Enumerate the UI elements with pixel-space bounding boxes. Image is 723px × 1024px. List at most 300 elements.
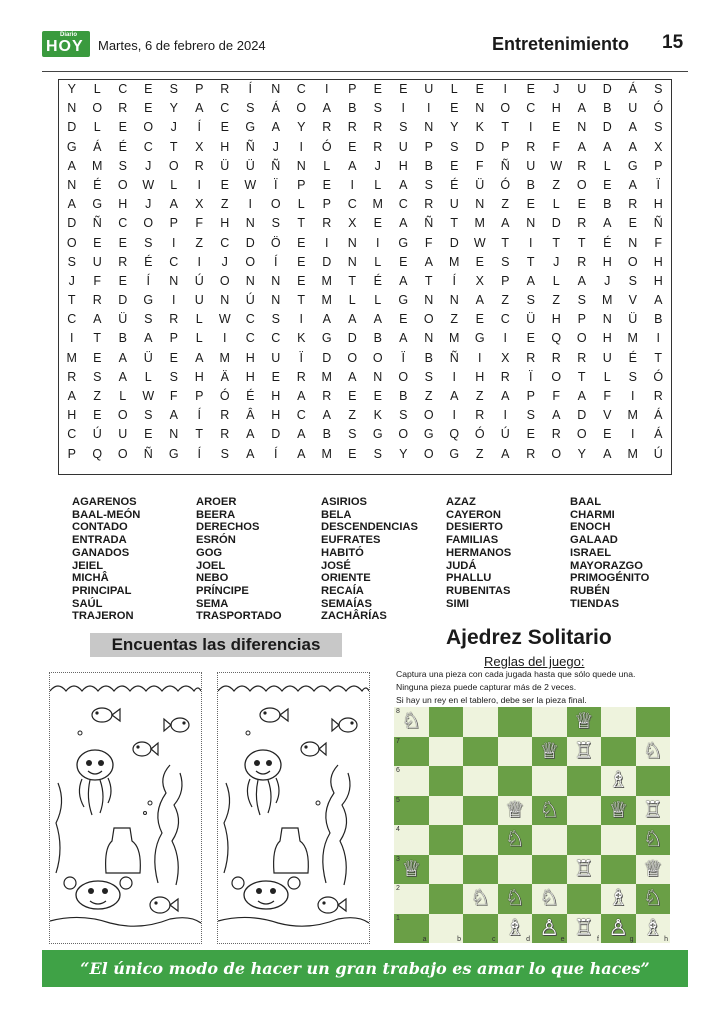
chess-piece-icon[interactable]: ♘ xyxy=(642,827,663,852)
grid-letter: D xyxy=(67,120,77,135)
word-list-item: JOSÉ xyxy=(321,559,351,572)
board-square[interactable] xyxy=(567,707,602,737)
grid-letter: X xyxy=(654,139,663,154)
board-square[interactable] xyxy=(463,914,498,944)
board-square[interactable] xyxy=(601,766,636,796)
grid-letter: H xyxy=(475,369,485,384)
board-square[interactable] xyxy=(463,796,498,826)
grid-letter: T xyxy=(577,235,586,250)
grid-letter: O xyxy=(92,101,103,116)
logo-text: HOY xyxy=(46,38,84,55)
board-square[interactable] xyxy=(532,825,567,855)
chess-piece-icon[interactable]: ♘ xyxy=(504,886,525,911)
grid-letter: M xyxy=(321,273,332,288)
chess-piece-icon[interactable]: ♘ xyxy=(401,709,422,734)
grid-letter: L xyxy=(323,158,331,173)
crab-icon xyxy=(64,877,132,909)
board-square[interactable] xyxy=(429,825,464,855)
board-square[interactable] xyxy=(636,766,671,796)
grid-letter: R xyxy=(169,312,179,327)
grid-letter: O xyxy=(117,446,128,461)
grid-letter: J xyxy=(145,158,152,173)
grid-letter: E xyxy=(220,120,229,135)
grid-letter: E xyxy=(144,82,153,96)
board-square[interactable] xyxy=(636,855,671,885)
grid-letter: R xyxy=(526,446,536,461)
board-square[interactable] xyxy=(567,737,602,767)
grid-letter: K xyxy=(297,331,306,346)
differences-image-left xyxy=(49,672,202,944)
board-square[interactable] xyxy=(463,766,498,796)
grid-letter: Ú xyxy=(194,273,204,288)
grid-letter: L xyxy=(552,273,560,288)
board-square[interactable] xyxy=(498,825,533,855)
grid-letter: Ï xyxy=(656,177,660,192)
grid-letter: R xyxy=(347,120,357,135)
grid-letter: L xyxy=(348,293,356,308)
word-list-column-1 xyxy=(72,496,140,623)
grid-letter: A xyxy=(348,369,357,384)
chess-piece-icon[interactable]: ♘ xyxy=(642,886,663,911)
board-square[interactable] xyxy=(429,737,464,767)
grid-letter: Ü xyxy=(220,158,230,173)
grid-letter: T xyxy=(552,235,561,250)
rank-label: 3 xyxy=(396,855,400,863)
grid-letter: B xyxy=(322,427,331,442)
grid-letter: I xyxy=(529,235,533,250)
chess-piece-icon[interactable]: ♖ xyxy=(573,915,594,941)
grid-letter: S xyxy=(118,158,127,173)
grid-letter: T xyxy=(501,235,510,250)
grid-letter: F xyxy=(552,139,561,154)
grid-letter: B xyxy=(603,197,612,212)
grid-letter: Ä xyxy=(220,369,229,384)
grid-row xyxy=(59,406,671,425)
word-list-item: GALAAD xyxy=(570,534,618,547)
grid-letter: U xyxy=(628,101,638,116)
board-square[interactable] xyxy=(463,855,498,885)
grid-letter: R xyxy=(653,389,663,403)
chess-piece-icon[interactable]: ♗ xyxy=(608,886,629,911)
grid-letter: I xyxy=(631,427,635,442)
board-square[interactable] xyxy=(567,825,602,855)
grid-letter: Y xyxy=(297,120,306,135)
grid-letter: R xyxy=(424,197,434,212)
word-list-item: TRAJERON xyxy=(72,610,134,623)
board-square[interactable] xyxy=(498,855,533,885)
grid-letter: B xyxy=(526,177,535,192)
fish-icon xyxy=(260,708,288,722)
grid-letter: N xyxy=(424,120,434,135)
grid-letter: Ó xyxy=(474,427,485,442)
grid-letter: E xyxy=(526,197,535,212)
board-square[interactable] xyxy=(636,914,671,944)
board-square[interactable] xyxy=(601,884,636,914)
grid-letter: N xyxy=(169,427,179,442)
grid-letter: Ï xyxy=(274,177,278,192)
grid-letter: C xyxy=(526,101,536,116)
grid-letter: K xyxy=(373,408,382,423)
board-square[interactable] xyxy=(636,737,671,767)
grid-letter: Í xyxy=(197,120,201,135)
grid-letter: E xyxy=(93,350,102,365)
grid-letter: Ü xyxy=(245,158,255,173)
board-square[interactable] xyxy=(532,914,567,944)
chess-piece-icon[interactable]: ♕ xyxy=(504,797,525,823)
grid-letter: Í xyxy=(452,273,456,288)
grid-letter: A xyxy=(297,389,306,403)
grid-letter: D xyxy=(322,350,332,365)
grid-letter: F xyxy=(475,158,484,173)
chess-piece-icon[interactable]: ♙ xyxy=(539,915,560,941)
chess-piece-icon[interactable]: ♖ xyxy=(642,797,663,823)
chess-piece-icon[interactable]: ♖ xyxy=(573,738,594,764)
word-list-item: BEERA xyxy=(196,508,236,521)
chess-piece-icon[interactable]: ♗ xyxy=(504,915,525,941)
chess-piece-icon[interactable]: ♗ xyxy=(642,915,663,941)
board-square[interactable] xyxy=(532,766,567,796)
word-list-item: PRIMOGÉNITO xyxy=(570,572,650,585)
grid-letter: É xyxy=(450,177,459,192)
board-square[interactable] xyxy=(601,737,636,767)
grid-letter: G xyxy=(168,446,179,461)
chess-piece-icon[interactable]: ♕ xyxy=(573,709,594,734)
grid-letter: L xyxy=(374,177,382,192)
board-square[interactable] xyxy=(394,855,429,885)
grid-letter: O xyxy=(168,158,179,173)
grid-letter: A xyxy=(399,273,408,288)
page-header xyxy=(42,28,688,72)
board-square[interactable] xyxy=(463,825,498,855)
grid-letter: Ó xyxy=(500,177,511,192)
board-square[interactable] xyxy=(601,914,636,944)
grid-letter: T xyxy=(526,254,535,269)
grid-letter: N xyxy=(424,331,434,346)
word-list-item: ISRAEL xyxy=(570,546,612,559)
board-square[interactable] xyxy=(394,884,429,914)
grid-letter: P xyxy=(195,82,204,96)
grid-letter: O xyxy=(219,273,230,288)
grid-letter: É xyxy=(373,273,382,288)
grid-letter: L xyxy=(93,120,101,135)
chess-piece-icon[interactable]: ♗ xyxy=(608,768,629,793)
board-square[interactable] xyxy=(636,707,671,737)
board-square[interactable] xyxy=(394,707,429,737)
grid-letter: L xyxy=(450,82,458,96)
board-square[interactable] xyxy=(601,855,636,885)
grid-letter: W xyxy=(244,177,257,192)
grid-letter: N xyxy=(220,293,230,308)
board-square[interactable] xyxy=(394,825,429,855)
board-square[interactable] xyxy=(601,796,636,826)
grid-letter: C xyxy=(296,82,306,96)
chess-piece-icon[interactable]: ♙ xyxy=(608,915,629,941)
grid-letter: E xyxy=(144,427,153,442)
board-square[interactable] xyxy=(567,796,602,826)
grid-letter: F xyxy=(195,216,204,231)
grid-letter: Á xyxy=(628,82,637,96)
grid-letter: Ü xyxy=(143,350,153,365)
board-square[interactable] xyxy=(429,914,464,944)
grid-letter: M xyxy=(449,331,460,346)
chess-piece-icon[interactable]: ♘ xyxy=(470,886,491,911)
chess-piece-icon[interactable]: ♘ xyxy=(642,738,663,764)
grid-letter: H xyxy=(653,254,663,269)
board-square[interactable] xyxy=(498,766,533,796)
word-list-item: MICHÂ xyxy=(72,572,109,585)
grid-letter: D xyxy=(551,216,561,231)
grid-row xyxy=(59,214,671,233)
grid-letter: R xyxy=(67,369,77,384)
grid-letter: H xyxy=(220,216,230,231)
grid-letter: D xyxy=(449,235,459,250)
grid-letter: C xyxy=(169,254,179,269)
grid-letter: Z xyxy=(552,293,561,308)
grid-letter: S xyxy=(526,293,535,308)
grid-letter: Ü xyxy=(628,312,638,327)
grid-letter: W xyxy=(142,389,155,403)
grid-letter: Z xyxy=(220,197,229,212)
board-square[interactable] xyxy=(498,914,533,944)
grid-letter: L xyxy=(603,369,611,384)
board-square[interactable] xyxy=(567,914,602,944)
differences-title: Encuentas las diferencias xyxy=(90,633,342,657)
word-list-item: ENOCH xyxy=(570,521,611,534)
grid-letter: M xyxy=(627,331,638,346)
grid-letter: R xyxy=(551,350,561,365)
grid-letter: M xyxy=(321,446,332,461)
grid-letter: M xyxy=(602,293,613,308)
board-square[interactable] xyxy=(567,855,602,885)
grid-letter: R xyxy=(500,369,510,384)
grid-letter: P xyxy=(501,139,510,154)
grid-letter: R xyxy=(220,408,230,423)
file-label: f xyxy=(597,936,599,943)
grid-letter: O xyxy=(117,177,128,192)
grid-letter: H xyxy=(551,101,561,116)
grid-letter: I xyxy=(248,197,252,212)
board-square[interactable] xyxy=(532,796,567,826)
grid-letter: A xyxy=(195,350,204,365)
grid-letter: E xyxy=(348,446,357,461)
grid-letter: J xyxy=(553,254,560,269)
grid-letter: D xyxy=(475,139,485,154)
board-square[interactable] xyxy=(532,884,567,914)
chess-piece-icon[interactable]: ♘ xyxy=(539,886,560,911)
grid-letter: J xyxy=(272,139,279,154)
grid-letter: S xyxy=(144,312,153,327)
grid-letter: S xyxy=(271,216,280,231)
grid-row xyxy=(59,157,671,176)
grid-letter: G xyxy=(423,427,434,442)
grid-letter: É xyxy=(118,139,127,154)
grid-letter: G xyxy=(474,331,485,346)
grid-letter: R xyxy=(526,139,536,154)
board-square[interactable] xyxy=(429,855,464,885)
grid-row xyxy=(59,195,671,214)
grid-letter: Í xyxy=(248,82,252,96)
grid-letter: Ñ xyxy=(653,216,663,231)
differences-image-right xyxy=(217,672,370,944)
grid-letter: R xyxy=(475,408,485,423)
grid-letter: S xyxy=(450,139,459,154)
grid-letter: H xyxy=(245,369,255,384)
grid-letter: B xyxy=(603,101,612,116)
grid-letter: S xyxy=(577,293,586,308)
grid-letter: D xyxy=(322,254,332,269)
grid-letter: G xyxy=(398,293,409,308)
grid-letter: I xyxy=(350,177,354,192)
grid-letter: A xyxy=(246,427,255,442)
grid-letter: A xyxy=(450,389,459,403)
grid-letter: F xyxy=(169,389,178,403)
grid-letter: C xyxy=(347,197,357,212)
board-square[interactable] xyxy=(601,707,636,737)
grid-letter: I xyxy=(631,389,635,403)
grid-letter: E xyxy=(450,158,459,173)
chess-piece-icon[interactable]: ♕ xyxy=(539,738,560,764)
grid-letter: O xyxy=(270,197,281,212)
board-square[interactable] xyxy=(601,825,636,855)
grid-letter: Z xyxy=(424,389,433,403)
chess-piece-icon[interactable]: ♕ xyxy=(401,856,422,882)
grid-letter: Í xyxy=(146,273,150,288)
grid-letter: R xyxy=(551,427,561,442)
grid-letter: Ñ xyxy=(143,446,153,461)
board-square[interactable] xyxy=(532,707,567,737)
word-list-item: AZAZ xyxy=(446,496,476,508)
grid-row xyxy=(59,310,671,329)
rank-label: 1 xyxy=(396,914,400,922)
grid-letter: U xyxy=(194,293,204,308)
grid-letter: A xyxy=(475,293,484,308)
grid-letter: M xyxy=(449,254,460,269)
word-list-item: PHALLU xyxy=(446,572,492,585)
grid-letter: A xyxy=(373,312,382,327)
word-list-item: ENTRADA xyxy=(72,534,127,547)
board-square[interactable] xyxy=(463,884,498,914)
grid-letter: Y xyxy=(67,82,76,96)
grid-letter: N xyxy=(347,235,357,250)
grid-letter: C xyxy=(271,331,281,346)
grid-letter: B xyxy=(373,331,382,346)
word-list-item: ORIENTE xyxy=(321,572,371,585)
grid-letter: A xyxy=(399,216,408,231)
word-list-item: DERECHOS xyxy=(196,521,260,534)
grid-letter: Ü xyxy=(118,312,128,327)
board-square[interactable] xyxy=(394,796,429,826)
chess-piece-icon[interactable]: ♕ xyxy=(608,797,629,823)
grid-letter: J xyxy=(374,158,381,173)
word-list-item: PRINCIPAL xyxy=(72,584,132,597)
grid-letter: I xyxy=(452,369,456,384)
chess-piece-icon[interactable]: ♖ xyxy=(573,856,594,882)
grid-letter: R xyxy=(577,158,587,173)
grid-letter: D xyxy=(577,408,587,423)
board-square[interactable] xyxy=(532,855,567,885)
grid-letter: E xyxy=(399,254,408,269)
board-square[interactable] xyxy=(498,796,533,826)
grid-letter: A xyxy=(577,389,586,403)
grid-letter: A xyxy=(552,408,561,423)
board-square[interactable] xyxy=(463,707,498,737)
chess-piece-icon[interactable]: ♘ xyxy=(504,827,525,852)
grid-letter: A xyxy=(67,389,76,403)
word-list-item: JUDÁ xyxy=(446,559,477,572)
grid-letter: H xyxy=(551,312,561,327)
grid-letter: I xyxy=(325,235,329,250)
rule-3: Si hay un rey en el tablero, debe ser la pieza final. xyxy=(396,695,587,705)
grid-letter: M xyxy=(627,408,638,423)
board-square[interactable] xyxy=(636,796,671,826)
grid-letter: O xyxy=(398,427,409,442)
grid-letter: P xyxy=(195,389,204,403)
grid-letter: Ü xyxy=(475,177,485,192)
board-square[interactable] xyxy=(429,884,464,914)
board-square[interactable] xyxy=(636,884,671,914)
board-square[interactable] xyxy=(429,707,464,737)
grid-letter: Ñ xyxy=(92,216,102,231)
grid-letter: R xyxy=(118,254,128,269)
board-square[interactable] xyxy=(532,737,567,767)
board-square[interactable] xyxy=(498,707,533,737)
grid-letter: F xyxy=(603,389,612,403)
grid-letter: O xyxy=(66,235,77,250)
chess-piece-icon[interactable]: ♘ xyxy=(539,797,560,823)
file-label: g xyxy=(629,936,634,943)
board-square[interactable] xyxy=(429,796,464,826)
board-square[interactable] xyxy=(498,884,533,914)
board-square[interactable] xyxy=(429,766,464,796)
board-square[interactable] xyxy=(463,737,498,767)
grid-letter: B xyxy=(654,312,663,327)
grid-letter: E xyxy=(118,273,127,288)
board-square[interactable] xyxy=(636,825,671,855)
board-square[interactable] xyxy=(394,914,429,944)
chess-piece-icon[interactable]: ♕ xyxy=(642,856,663,882)
board-square[interactable] xyxy=(567,766,602,796)
grid-letter: E xyxy=(144,101,153,116)
grid-letter: U xyxy=(271,350,281,365)
bottle-icon xyxy=(106,828,141,873)
grid-letter: X xyxy=(195,197,204,212)
grid-letter: R xyxy=(322,120,332,135)
board-square[interactable] xyxy=(394,737,429,767)
word-list-item: ZACHÂRÍAS xyxy=(321,610,387,623)
rank-label: 6 xyxy=(396,767,400,774)
grid-letter: X xyxy=(475,273,484,288)
fish-icon xyxy=(318,897,346,913)
grid-letter: S xyxy=(654,120,663,135)
grid-letter: A xyxy=(628,139,637,154)
grid-letter: N xyxy=(271,293,281,308)
grid-letter: E xyxy=(297,254,306,269)
grid-letter: S xyxy=(373,101,382,116)
grid-letter: L xyxy=(374,254,382,269)
grid-letter: N xyxy=(526,216,536,231)
board-square[interactable] xyxy=(394,766,429,796)
board-square[interactable] xyxy=(498,737,533,767)
grid-letter: P xyxy=(501,273,510,288)
grid-letter: W xyxy=(550,158,563,173)
grid-letter: G xyxy=(245,120,256,135)
grid-letter: R xyxy=(322,216,332,231)
board-square[interactable] xyxy=(567,884,602,914)
fish-icon xyxy=(150,897,178,913)
grid-letter: O xyxy=(117,408,128,423)
grid-letter: C xyxy=(245,331,255,346)
grid-letter: C xyxy=(296,408,306,423)
